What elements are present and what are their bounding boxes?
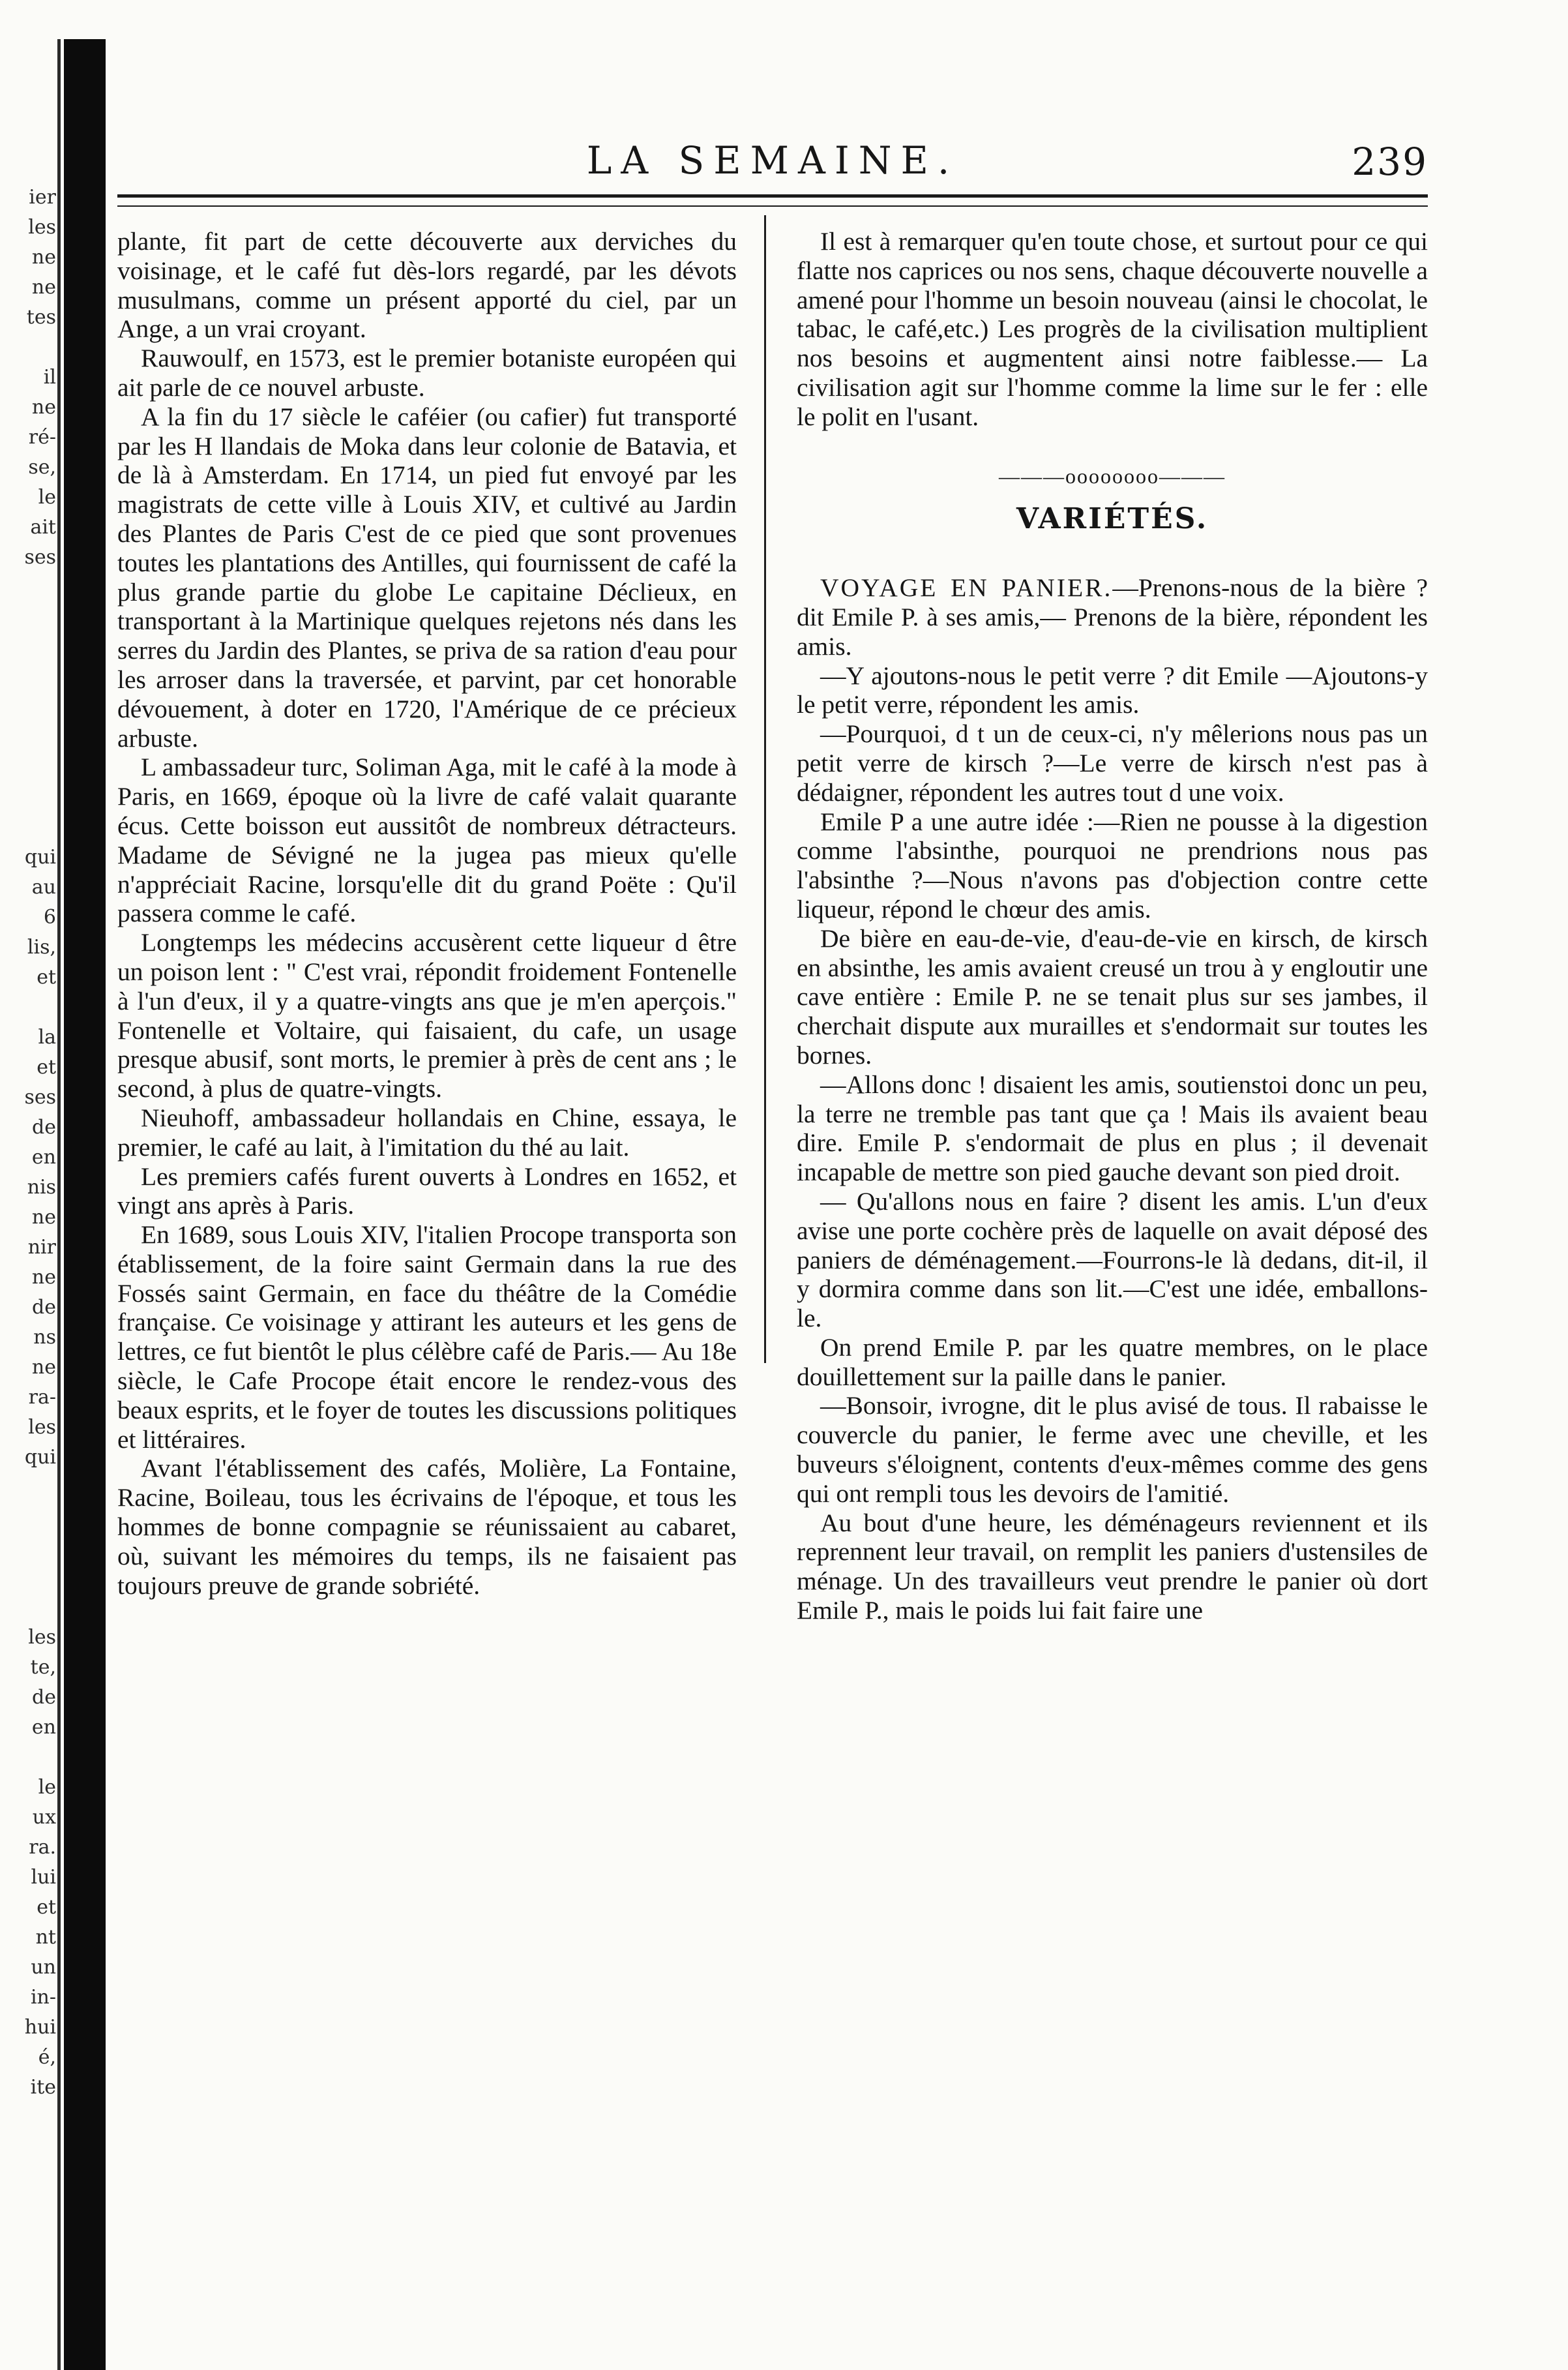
paragraph: En 1689, sous Louis XIV, l'italien Procope transporta son établissement, de la foire saint Germain dans la rue des Fossés saint Germain, en face du théâtre de la Comédie française. Ce voisinage y attirant les auteurs et les gens de lettres, ce fut bientôt le plus célèbre café de Paris.— Au 18e siècle, le Cafe Procope était encore le rendez-vous des beaux esprits, et le foyer de toutes les discussions politiques et littéraires. bbox=[117, 1220, 737, 1454]
running-title: LA SEMAINE. bbox=[586, 138, 959, 183]
paragraph: — Qu'allons nous en faire ? disent les amis. L'un d'eux avise une porte cochère près de laquelle on avait déposé des paniers de déménagement.—Fourrons-le là dedans, dit-il, il y dormira comme dans son lit.—C'est une idée, emballons-le. bbox=[797, 1186, 1428, 1333]
margin-fragment: lis, bbox=[27, 936, 56, 959]
margin-fragment bbox=[0, 573, 56, 603]
margin-fragment: un bbox=[31, 1956, 56, 1979]
page-header bbox=[117, 138, 1428, 184]
paragraph: Longtemps les médecins accusèrent cette liqueur d être un poison lent : " C'est vrai, répondit froidement Fontenelle à l'un d'eux, il y a quatre-vingts ans que je m'en aperçois." Fontenelle et Voltaire, qui faisaient, du cafe, un usage presque abusif, sont morts, le premier à près de cent ans ; le second, à plus de quatre-vingts. bbox=[117, 928, 737, 1103]
margin-fragment: qui bbox=[24, 1446, 56, 1469]
margin-fragment bbox=[0, 1473, 56, 1503]
margin-fragment: se, bbox=[28, 456, 56, 479]
margin-fragment: ait bbox=[30, 516, 56, 539]
margin-fragment: ne bbox=[31, 396, 56, 419]
margin-fragment: ne bbox=[31, 1356, 56, 1379]
margin-fragment bbox=[0, 333, 56, 363]
margin-fragment: et bbox=[37, 966, 56, 989]
paragraph: L ambassadeur turc, Soliman Aga, mit le café à la mode à Paris, en 1669, époque où la livre de café valait quarante écus. Cette boisson eut aussitôt de nombreux détracteurs. Madame de Sévigné ne la jugea pas mieux qu'elle n'appréciait Racine, lorsqu'elle dit du grand Poëte : Qu'il passera comme le café. bbox=[117, 753, 737, 928]
margin-fragment: é, bbox=[38, 2046, 56, 2069]
margin-fragment bbox=[0, 1503, 56, 1533]
margin-fragment: hui bbox=[24, 2016, 56, 2039]
margin-fragment: ne bbox=[31, 1206, 56, 1229]
margin-fragment: 6 bbox=[43, 906, 56, 929]
header-rule-thick bbox=[117, 194, 1428, 198]
margin-fragment: nt bbox=[35, 1926, 56, 1949]
paragraph: —Y ajoutons-nous le petit verre ? dit Emile —Ajoutons-y le petit verre, répondent les amis. bbox=[797, 661, 1428, 719]
margin-fragment bbox=[0, 1563, 56, 1593]
margin-fragment: en bbox=[31, 1716, 56, 1739]
paragraph: De bière en eau-de-vie, d'eau-de-vie en kirsch, de kirsch en absinthe, les amis avaient creusé un trou à y engloutir une cave entière : Emile P. ne se tenait plus sur ses jambes, il cherchait dispute aux murailles et s'endormait sur toutes les bornes. bbox=[797, 923, 1428, 1070]
binding-edge-line bbox=[57, 39, 61, 2370]
paragraph: Rauwoulf, en 1573, est le premier botaniste européen qui ait parle de ce nouvel arbuste. bbox=[117, 344, 737, 402]
margin-fragment: te, bbox=[30, 1656, 56, 1679]
margin-fragment: ses bbox=[24, 546, 56, 569]
paragraph: —Allons donc ! disaient les amis, soutienstoi donc un peu, la terre ne tremble pas tant que ça ! Mais ils avaient beau dire. Emile P. s'endormait de plus en plus ; il devenait incapable de mettre son pied gauche devant son pied droit. bbox=[797, 1070, 1428, 1187]
margin-fragment: et bbox=[37, 1056, 56, 1079]
margin-fragment: ne bbox=[31, 276, 56, 299]
paragraph-text: —Prenons-nous de la bière ? dit Emile P. à ses amis,— Prenons de la bière, répondent les amis. bbox=[797, 573, 1428, 661]
margin-fragment bbox=[0, 633, 56, 663]
margin-fragment: les bbox=[28, 1626, 56, 1649]
margin-fragment: ier bbox=[29, 186, 56, 209]
margin-fragment: nir bbox=[27, 1236, 56, 1259]
paragraph: A la fin du 17 siècle le caféier (ou cafier) fut transporté par les H llandais de Moka dans leur colonie de Batavia, et de là à Amsterdam. En 1714, un pied fut envoyé par les magistrats de cette ville à Louis XIV, et cultivé au Jardin des Plantes de Paris C'est de ce pied que sont provenues toutes les plantations des Antilles, qui fournissent de café la plus grande partie du globe Le capitaine Déclieux, en transportant à la Martinique quelques rejetons nés dans les serres du Jardin des Plantes, se priva de sa ration d'eau pour les arroser dans la traversée, et parvint, par cet honorable dévouement, à doter en 1720, l'Amérique de ce précieux arbuste. bbox=[117, 402, 737, 753]
margin-fragment: ne bbox=[31, 246, 56, 269]
margin-fragment: ra- bbox=[28, 1386, 56, 1409]
margin-fragment bbox=[0, 663, 56, 693]
margin-fragment: la bbox=[38, 1026, 56, 1049]
paragraph: plante, fit part de cette découverte aux derviches du voisinage, et le café fut dès-lors regardé, par les dévots musulmans, comme un présent apporté du ciel, par un Ange, a un vrai croyant. bbox=[117, 227, 737, 344]
margin-fragment bbox=[0, 693, 56, 723]
margin-fragment: ré- bbox=[28, 426, 56, 449]
margin-fragment bbox=[0, 813, 56, 843]
margin-fragment: ite bbox=[30, 2076, 56, 2099]
paragraph: Nieuhoff, ambassadeur hollandais en Chine, essaya, le premier, le café au lait, à l'imitation du thé au lait. bbox=[117, 1103, 737, 1162]
margin-fragment: de bbox=[32, 1296, 56, 1319]
margin-fragment: de bbox=[32, 1686, 56, 1709]
paragraph bbox=[797, 573, 1428, 661]
margin-fragment bbox=[0, 1743, 56, 1773]
margin-fragment: les bbox=[28, 1416, 56, 1439]
previous-page-margin bbox=[0, 183, 56, 2103]
margin-fragment: in- bbox=[30, 1986, 56, 2009]
story-lead: VOYAGE EN PANIER. bbox=[820, 573, 1113, 603]
ornament-divider: ———oooooooo——— bbox=[999, 464, 1226, 488]
margin-fragment: ux bbox=[32, 1806, 56, 1829]
margin-fragment bbox=[0, 753, 56, 783]
paragraph: On prend Emile P. par les quatre membres, on le place douillettement sur la paille dans le panier. bbox=[797, 1332, 1428, 1391]
margin-fragment: lui bbox=[31, 1866, 56, 1889]
margin-fragment bbox=[0, 993, 56, 1023]
margin-fragment: ses bbox=[24, 1086, 56, 1109]
binding-shadow bbox=[64, 39, 106, 2370]
margin-fragment: qui bbox=[24, 846, 56, 869]
column-divider bbox=[764, 215, 766, 1363]
margin-fragment bbox=[0, 1593, 56, 1623]
margin-fragment: tes bbox=[26, 306, 56, 329]
page-number: 239 bbox=[1352, 140, 1428, 184]
margin-fragment: ns bbox=[33, 1326, 56, 1349]
section-title: VARIÉTÉS. bbox=[1016, 502, 1209, 536]
margin-fragment: au bbox=[31, 876, 56, 899]
margin-fragment bbox=[0, 783, 56, 813]
margin-fragment: ra. bbox=[29, 1836, 56, 1859]
margin-fragment: nis bbox=[27, 1176, 56, 1199]
margin-fragment: ne bbox=[31, 1266, 56, 1289]
margin-fragment: et bbox=[37, 1896, 56, 1919]
right-column bbox=[797, 227, 1428, 1625]
left-column bbox=[117, 227, 737, 1600]
margin-fragment bbox=[0, 1533, 56, 1563]
paragraph: Avant l'établissement des cafés, Molière, La Fontaine, Racine, Boileau, tous les écrivains de l'époque, et tous les hommes de bonne compagnie se réunissaient au cabaret, où, suivant les mémoires du temps, ils ne faisaient pas toujours preuve de grande sobriété. bbox=[117, 1454, 737, 1600]
margin-fragment: de bbox=[32, 1116, 56, 1139]
margin-fragment bbox=[0, 603, 56, 633]
margin-fragment: les bbox=[28, 216, 56, 239]
paragraph: Il est à remarquer qu'en toute chose, et surtout pour ce qui flatte nos caprices ou nos sens, chaque découverte nouvelle a amené pour l'homme un besoin nouveau (ainsi le chocolat, le tabac, le café,etc.) Les progrès de la civilisation multiplient nos besoins et augmentent ainsi notre faiblesse.— La civilisation agit sur l'homme comme la lime sur le fer : elle le polit en l'usant. bbox=[797, 227, 1428, 431]
margin-fragment bbox=[0, 723, 56, 753]
margin-fragment: le bbox=[38, 1776, 56, 1799]
paragraph: Emile P a une autre idée :—Rien ne pousse à la digestion comme l'absinthe, pourquoi ne prendrions nous pas l'absinthe ?—Nous n'avons pas d'objection contre cette liqueur, répond le chœur des amis. bbox=[797, 807, 1428, 923]
paragraph: Les premiers cafés furent ouverts à Londres en 1652, et vingt ans après à Paris. bbox=[117, 1162, 737, 1220]
header-rule-thin bbox=[117, 205, 1428, 207]
paragraph: —Bonsoir, ivrogne, dit le plus avisé de tous. Il rabaisse le couvercle du panier, le ferme avec une cheville, et les buveurs s'éloignent, contents d'eux-mêmes comme des gens qui ont rempli tous les devoirs de l'amitié. bbox=[797, 1391, 1428, 1508]
paragraph: Au bout d'une heure, les déménageurs reviennent et ils reprennent leur travail, on remplit les paniers d'ustensiles de ménage. Un des travailleurs veut prendre le panier où dort Emile P., mais le poids lui fait faire une bbox=[797, 1508, 1428, 1625]
margin-fragment: le bbox=[38, 486, 56, 509]
margin-fragment: en bbox=[31, 1146, 56, 1169]
paragraph: —Pourquoi, d t un de ceux-ci, n'y mêlerions nous pas un petit verre de kirsch ?—Le verre de kirsch n'est pas à dédaigner, répondent les autres tout d une voix. bbox=[797, 719, 1428, 807]
margin-fragment: il bbox=[43, 366, 56, 389]
